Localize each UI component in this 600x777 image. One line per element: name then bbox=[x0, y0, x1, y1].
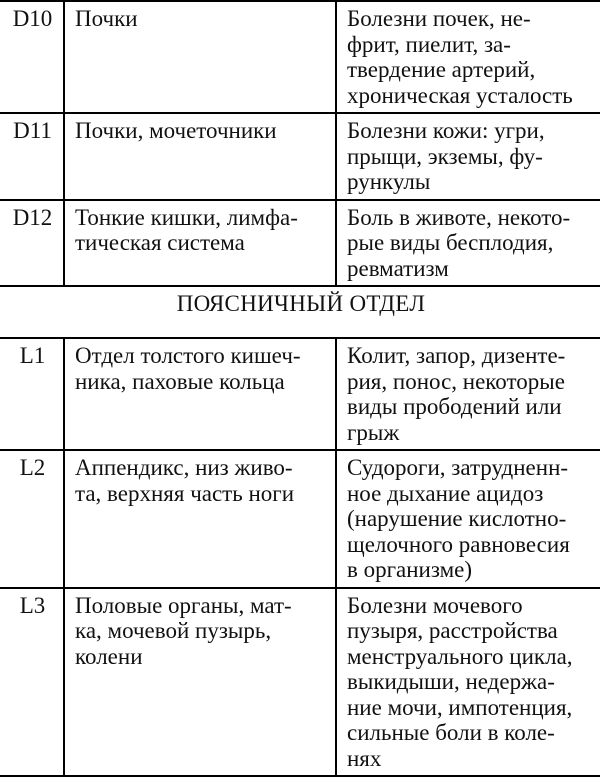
organs-line: Почки, мочеточники bbox=[75, 118, 277, 143]
organs-cell bbox=[64, 338, 336, 450]
organs-line: Отдел толстого кишеч- bbox=[75, 343, 301, 368]
organs-line: та, верхняя часть ноги bbox=[75, 480, 295, 506]
symptoms-cell bbox=[336, 450, 600, 588]
symptoms-line: виды прободений или bbox=[347, 394, 562, 419]
organs-line: Почки bbox=[75, 6, 138, 31]
symptoms-cell bbox=[336, 200, 600, 287]
symptoms-line: хроническая усталость bbox=[347, 82, 573, 108]
symptoms-line: нях bbox=[347, 745, 382, 771]
symptoms-line: выкидыши, недержа- bbox=[347, 669, 555, 694]
symptoms-line: рые виды бесплодия, bbox=[347, 230, 554, 255]
vertebra-code: D11 bbox=[0, 113, 64, 200]
organs-cell bbox=[64, 200, 336, 287]
symptoms-line: Колит, запор, дизенте- bbox=[347, 343, 566, 368]
organs-line: тическая система bbox=[75, 230, 245, 255]
symptoms-line: Болезни почек, не- bbox=[347, 6, 531, 31]
symptoms-cell bbox=[336, 1, 600, 113]
symptoms-cell bbox=[336, 588, 600, 777]
organs-line: Тонкие кишки, лимфа- bbox=[75, 204, 298, 230]
organs-cell bbox=[64, 588, 336, 777]
symptoms-line: (нарушение кислотно- bbox=[347, 506, 567, 531]
section-header-row bbox=[0, 286, 600, 338]
symptoms-line: ревматизм bbox=[347, 255, 449, 281]
symptoms-line: ние мочи, импотенция, bbox=[347, 694, 573, 720]
symptoms-line: твердение артерий, bbox=[347, 57, 536, 82]
table-row bbox=[0, 338, 600, 450]
table-row bbox=[0, 113, 600, 200]
organs-line: Половые органы, мат- bbox=[75, 592, 292, 618]
organs-cell bbox=[64, 113, 336, 200]
table-row bbox=[0, 588, 600, 777]
symptoms-line: рункулы bbox=[347, 169, 431, 194]
vertebra-code: L1 bbox=[0, 338, 64, 450]
symptoms-cell bbox=[336, 113, 600, 200]
vertebra-code: D12 bbox=[0, 200, 64, 287]
symptoms-line: Болезни кожи: угри, bbox=[347, 118, 545, 143]
symptoms-line: фрит, пиелит, за- bbox=[347, 31, 511, 57]
organs-line: Аппендикс, низ живо- bbox=[75, 455, 293, 480]
symptoms-line: ное дыхание ацидоз bbox=[347, 480, 544, 506]
symptoms-line: Судороги, затрудненн- bbox=[347, 455, 569, 480]
organs-line: ка, мочевой пузырь, bbox=[75, 618, 272, 643]
table-row bbox=[0, 450, 600, 588]
section-title: ПОЯСНИЧНЫЙ ОТДЕЛ bbox=[0, 286, 600, 338]
table-row bbox=[0, 1, 600, 113]
vertebra-code: D10 bbox=[0, 1, 64, 113]
symptoms-line: пузыря, расстройства bbox=[347, 618, 558, 643]
symptoms-line: менструального цикла, bbox=[347, 643, 573, 669]
organs-line: колени bbox=[75, 643, 143, 669]
organs-cell bbox=[64, 1, 336, 113]
symptoms-cell bbox=[336, 338, 600, 450]
organs-line: ника, паховые кольца bbox=[75, 368, 285, 394]
table-row bbox=[0, 200, 600, 287]
symptoms-line: Болезни мочевого bbox=[347, 592, 523, 618]
symptoms-line: прыщи, экземы, фу- bbox=[347, 143, 543, 169]
vertebra-code: L2 bbox=[0, 450, 64, 588]
symptoms-line: в организме) bbox=[347, 557, 473, 582]
organs-cell bbox=[64, 450, 336, 588]
vertebra-code: L3 bbox=[0, 588, 64, 777]
symptoms-line: рия, понос, некоторые bbox=[347, 368, 565, 394]
symptoms-line: сильные боли в коле- bbox=[347, 720, 555, 745]
symptoms-line: Боль в животе, некото- bbox=[347, 204, 571, 230]
symptoms-line: грыж bbox=[347, 419, 400, 445]
symptoms-line: щелочного равновесия bbox=[347, 531, 570, 557]
